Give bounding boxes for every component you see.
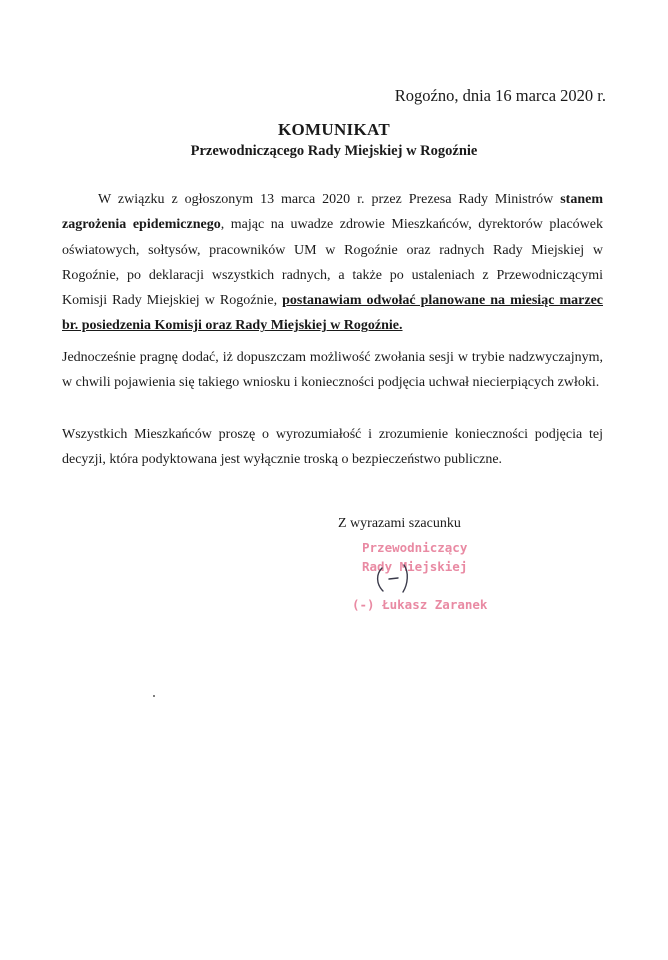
paragraph-1-decision: postanawiam odwołać planowane na miesiąc marzec br. posiedzenia Komisji oraz Rady Miejskiej w Rogoźnie. xyxy=(62,293,603,334)
paragraph-1-bold: stanem zagrożenia epidemicznego xyxy=(62,192,603,233)
paragraph-1 xyxy=(62,187,603,339)
stamp-line-1: Przewodniczący xyxy=(362,540,468,555)
stamp-line-3: (-) Łukasz Zaranek xyxy=(352,597,488,612)
scan-speck xyxy=(153,695,155,697)
handwritten-signature xyxy=(370,562,418,594)
closing-line: Z wyrazami szacunku xyxy=(338,516,461,531)
date-line: Rogoźno, dnia 16 marca 2020 r. xyxy=(394,86,606,105)
paragraph-1-text-b: , mając na uwadze zdrowie Mieszkańców, dyrektorów placówek oświatowych, sołtysów, pracowników UM w Rogoźnie oraz radnych Rady Miejskiej w Rogoźnie, po deklaracji wszystkich radnych, a także po ustaleniach z Przewodniczącymi Komisji Rady Miejskiej w Rogoźnie, xyxy=(62,217,604,309)
stamp-line-2: Rady Miejskiej xyxy=(362,559,468,574)
document-title: KOMUNIKAT xyxy=(278,120,390,139)
paragraph-1-text-a: W związku z ogłoszonym 13 marca 2020 r. przez Prezesa Rady Ministrów xyxy=(98,192,561,207)
paragraph-2: Jednocześnie pragnę dodać, iż dopuszczam możliwość zwołania sesji w trybie nadzwyczajnym, w chwili pojawienia się takiego wniosku i konieczności podjęcia uchwał niecierpiących zwłoki. xyxy=(62,350,603,391)
paragraph-3: Wszystkich Mieszkańców proszę o wyrozumiałość i zrozumienie konieczności podjęcia tej decyzji, która podyktowana jest wyłącznie troską o bezpieczeństwo publiczne. xyxy=(62,427,603,468)
document-subtitle: Przewodniczącego Rady Miejskiej w Rogoźnie xyxy=(190,143,478,159)
